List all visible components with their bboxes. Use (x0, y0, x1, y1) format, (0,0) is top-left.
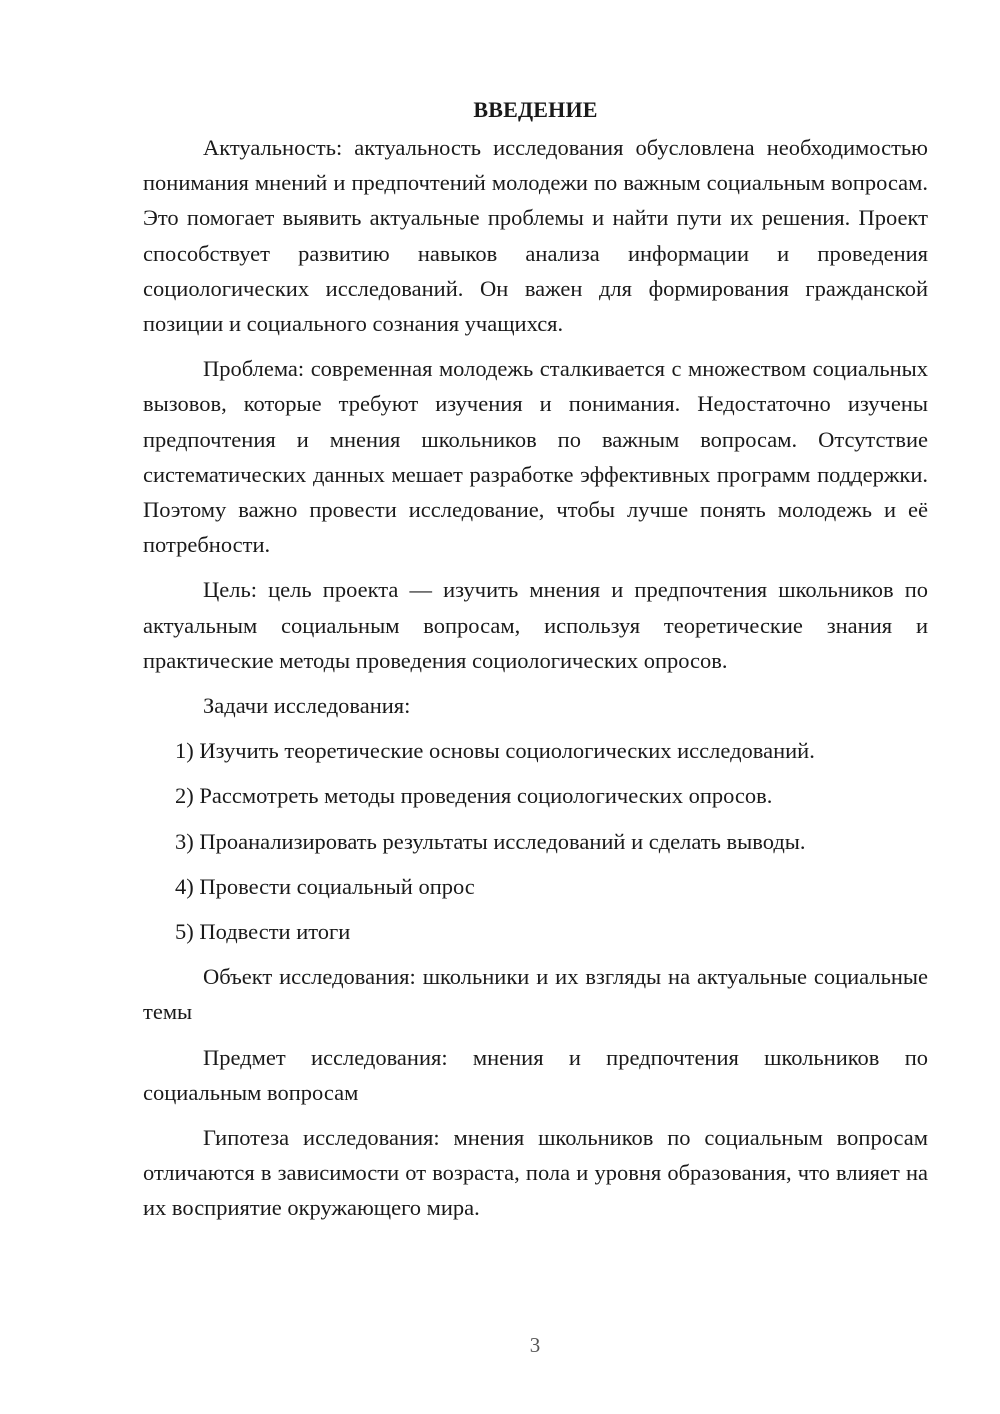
subject-paragraph: Предмет исследования: мнения и предпочтения школьников по социальным вопросам (143, 1044, 928, 1105)
goal-paragraph: Цель: цель проекта — изучить мнения и предпочтения школьников по актуальным социальным вопросам, используя теоретические знания и практические методы проведения социологических опросов. (143, 577, 928, 673)
task-item-3: 3) Проанализировать результаты исследований и сделать выводы. (175, 828, 806, 854)
hypothesis-paragraph: Гипотеза исследования: мнения школьников по социальным вопросам отличаются в зависимости от возраста, пола и уровня образования, что влияет на их восприятие окружающего мира. (143, 1125, 928, 1221)
task-item-1: 1) Изучить теоретические основы социологических исследований. (175, 738, 815, 764)
task-item-5: 5) Подвести итоги (175, 919, 351, 945)
object-paragraph: Объект исследования: школьники и их взгляды на актуальные социальные темы (143, 964, 928, 1025)
task-item-2: 2) Рассмотреть методы проведения социологических опросов. (175, 783, 773, 809)
tasks-title: Задачи исследования: (203, 693, 411, 719)
page-number: 3 (529, 1333, 541, 1357)
section-heading: ВВЕДЕНИЕ (473, 97, 598, 122)
relevance-paragraph: Актуальность: актуальность исследования обусловлена необходимостью понимания мнений и предпочтений молодежи по важным социальным вопросам. Это помогает выявить актуальные проблемы и найти пути их решения. Проект способствует развитию навыков анализа информации и проведения социологических исследований. Он важен для формирования гражданской позиции и социального сознания учащихся. (143, 135, 928, 337)
document-page (143, 92, 928, 1236)
problem-paragraph: Проблема: современная молодежь сталкивается с множеством социальных вызовов, которые требуют изучения и понимания. Недостаточно изучены предпочтения и мнения школьников по важным вопросам. Отсутствие систематических данных мешает разработке эффективных программ поддержки. Поэтому важно провести исследование, чтобы лучше понять молодежь и её потребности. (143, 356, 928, 558)
task-item-4: 4) Провести социальный опрос (175, 873, 475, 899)
